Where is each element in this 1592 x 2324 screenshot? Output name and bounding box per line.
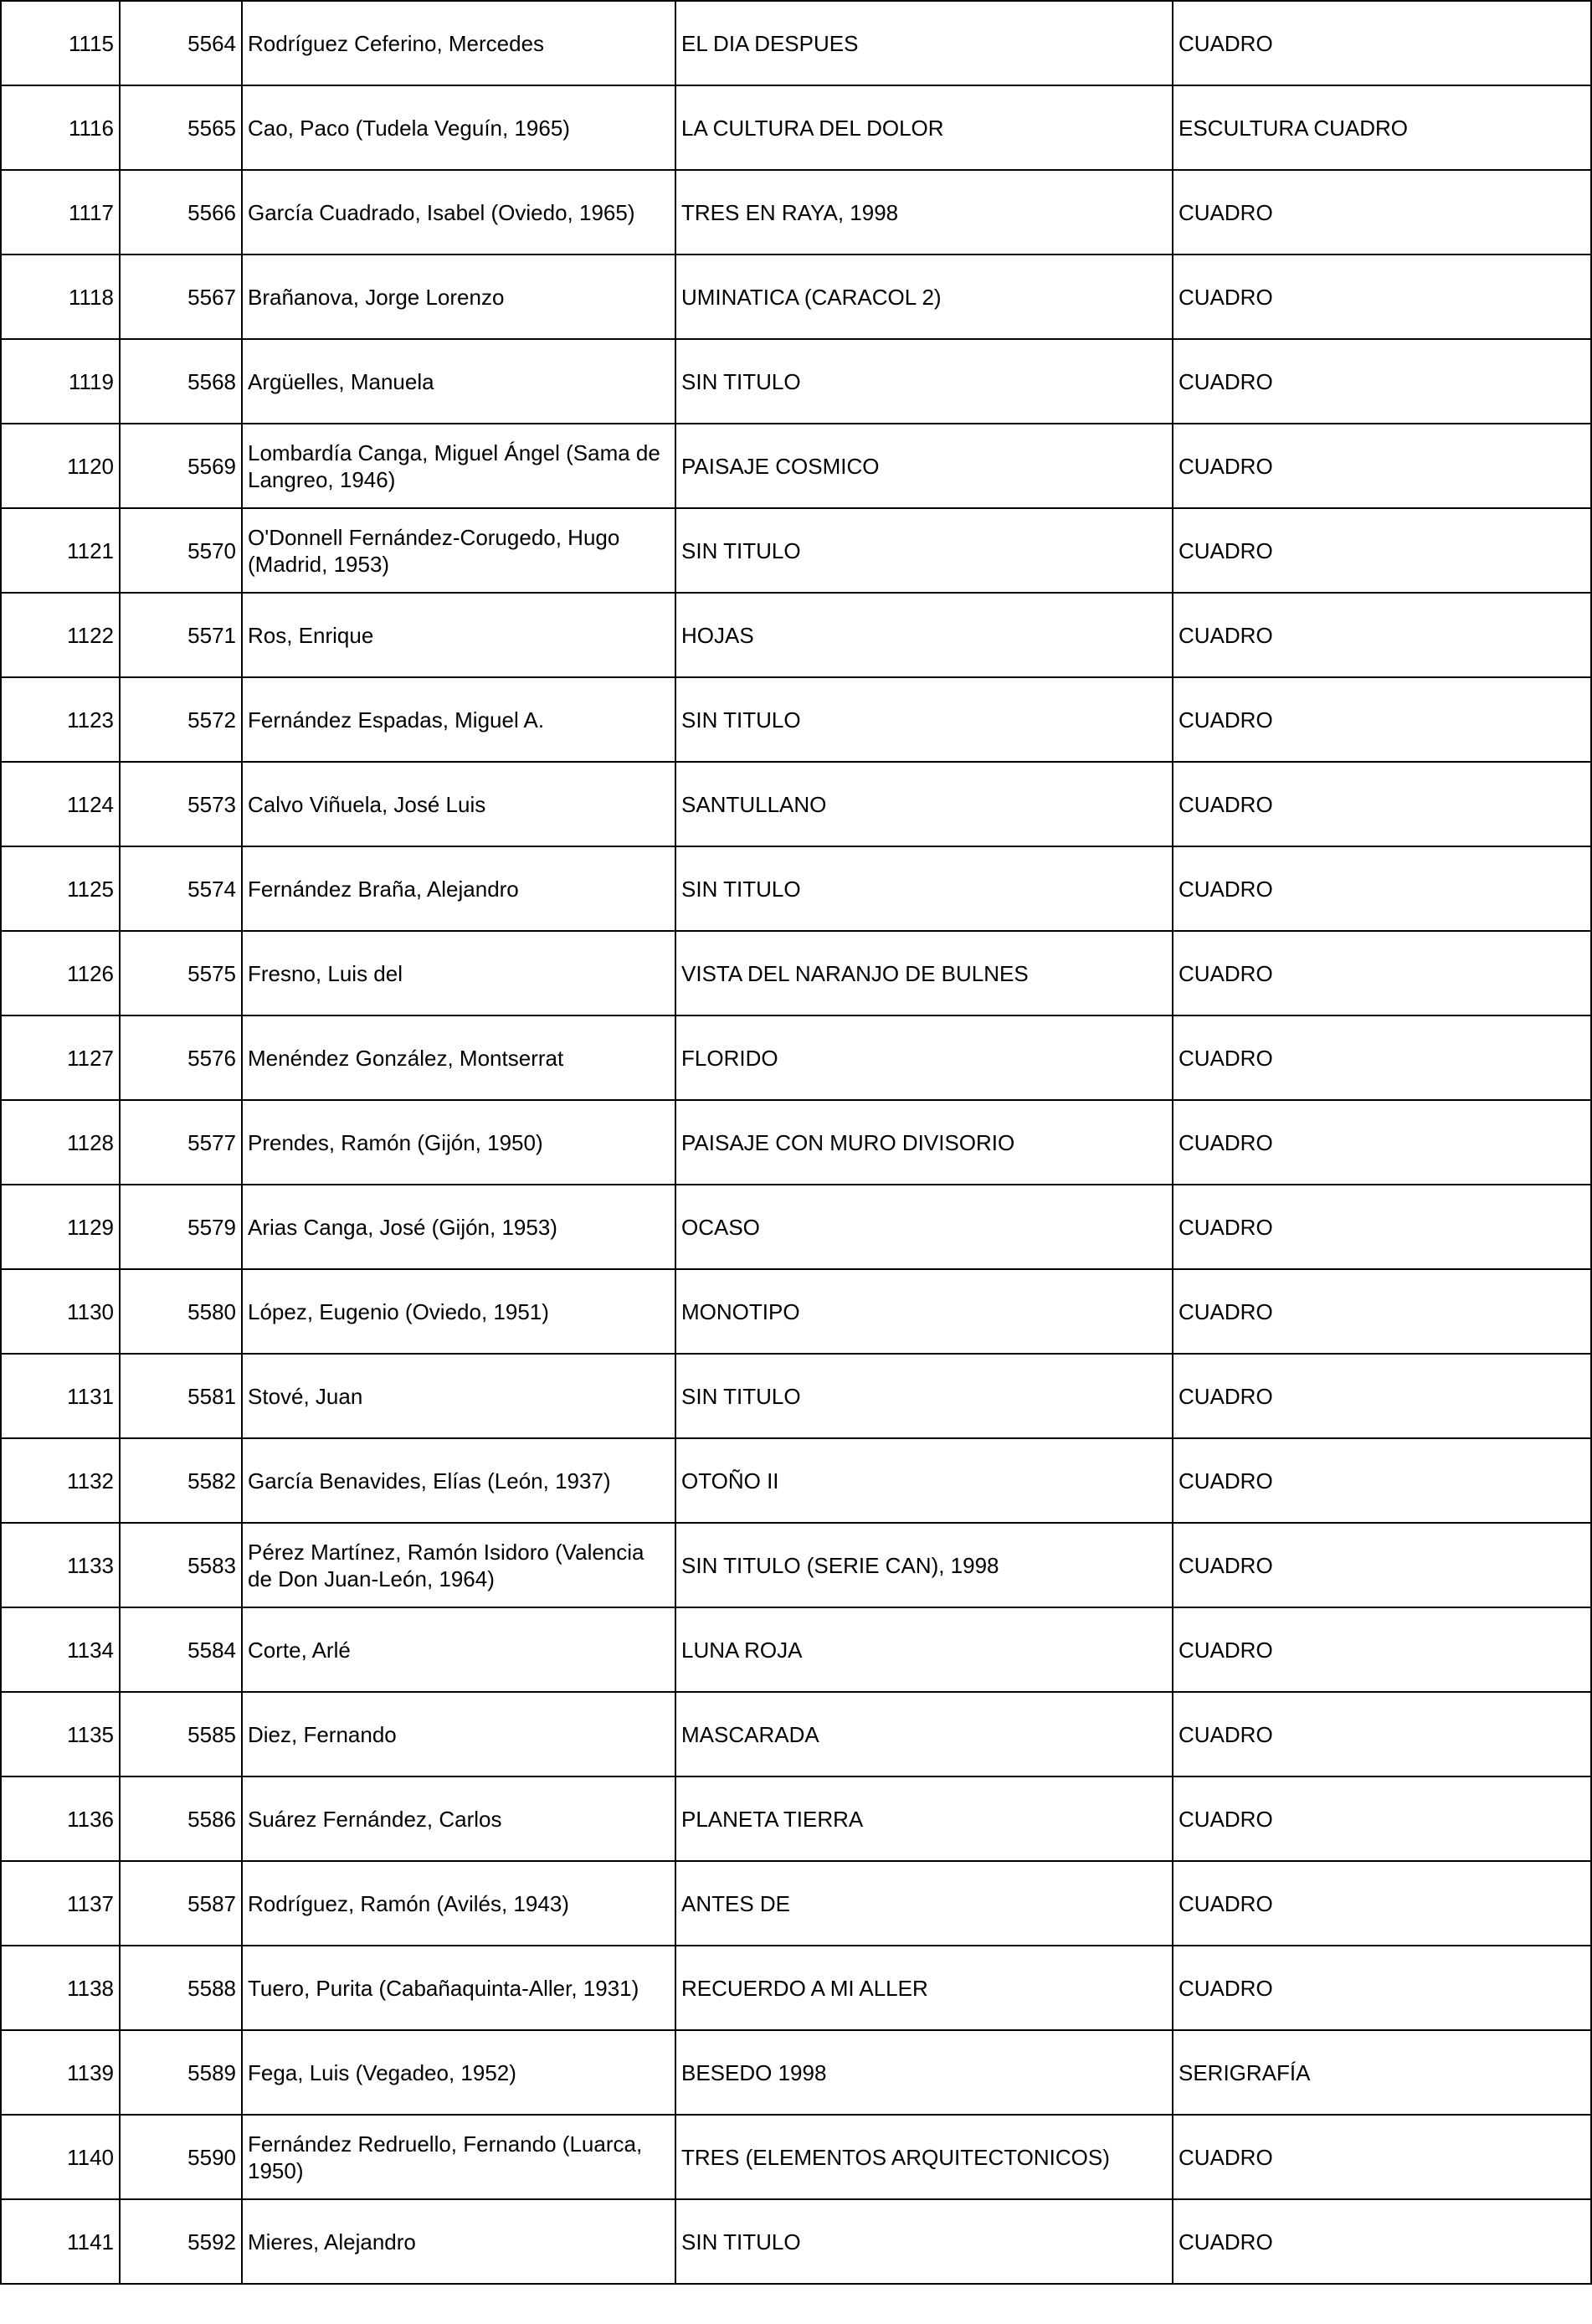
title-cell: LA CULTURA DEL DOLOR: [675, 85, 1173, 170]
record-number-cell: 1137: [1, 1861, 120, 1946]
table-row: [1, 1, 1591, 85]
type-cell: CUADRO: [1173, 339, 1591, 424]
table-row: [1, 1100, 1591, 1185]
inventory-number-cell: 5581: [120, 1354, 242, 1438]
inventory-number-cell: 5577: [120, 1100, 242, 1185]
inventory-number-cell: 5584: [120, 1607, 242, 1692]
record-number-cell: 1125: [1, 846, 120, 931]
inventory-number-cell: 5585: [120, 1692, 242, 1776]
record-number-cell: 1116: [1, 85, 120, 170]
author-cell: García Cuadrado, Isabel (Oviedo, 1965): [242, 170, 675, 255]
record-number-cell: 1122: [1, 593, 120, 677]
title-cell: BESEDO 1998: [675, 2030, 1173, 2115]
inventory-number-cell: 5588: [120, 1946, 242, 2030]
author-cell: Stové, Juan: [242, 1354, 675, 1438]
author-cell: Fernández Redruello, Fernando (Luarca, 1950): [242, 2115, 675, 2199]
table-row: [1, 762, 1591, 846]
record-number-cell: 1120: [1, 424, 120, 508]
inventory-number-cell: 5580: [120, 1269, 242, 1354]
table-row: [1, 255, 1591, 339]
record-number-cell: 1136: [1, 1776, 120, 1861]
type-cell: CUADRO: [1173, 1607, 1591, 1692]
table-row: [1, 1692, 1591, 1776]
record-number-cell: 1134: [1, 1607, 120, 1692]
title-cell: SIN TITULO (SERIE CAN), 1998: [675, 1523, 1173, 1607]
table-row: [1, 1523, 1591, 1607]
record-number-cell: 1135: [1, 1692, 120, 1776]
table-row: [1, 593, 1591, 677]
record-number-cell: 1123: [1, 677, 120, 762]
title-cell: ANTES DE: [675, 1861, 1173, 1946]
title-cell: SIN TITULO: [675, 1354, 1173, 1438]
title-cell: SIN TITULO: [675, 339, 1173, 424]
title-cell: MONOTIPO: [675, 1269, 1173, 1354]
title-cell: TRES (ELEMENTOS ARQUITECTONICOS): [675, 2115, 1173, 2199]
table-row: [1, 1185, 1591, 1269]
author-cell: Tuero, Purita (Cabañaquinta-Aller, 1931): [242, 1946, 675, 2030]
table-row: [1, 846, 1591, 931]
record-number-cell: 1118: [1, 255, 120, 339]
type-cell: CUADRO: [1173, 1015, 1591, 1100]
inventory-number-cell: 5571: [120, 593, 242, 677]
type-cell: ESCULTURA CUADRO: [1173, 85, 1591, 170]
table-row: [1, 1607, 1591, 1692]
record-number-cell: 1129: [1, 1185, 120, 1269]
table-row: [1, 2199, 1591, 2284]
inventory-number-cell: 5565: [120, 85, 242, 170]
record-number-cell: 1132: [1, 1438, 120, 1523]
inventory-number-cell: 5573: [120, 762, 242, 846]
table-row: [1, 508, 1591, 593]
record-number-cell: 1121: [1, 508, 120, 593]
inventory-number-cell: 5583: [120, 1523, 242, 1607]
inventory-number-cell: 5575: [120, 931, 242, 1015]
inventory-number-cell: 5572: [120, 677, 242, 762]
inventory-number-cell: 5576: [120, 1015, 242, 1100]
table-row: [1, 2030, 1591, 2115]
title-cell: OCASO: [675, 1185, 1173, 1269]
title-cell: OTOÑO II: [675, 1438, 1173, 1523]
inventory-number-cell: 5567: [120, 255, 242, 339]
title-cell: UMINATICA (CARACOL 2): [675, 255, 1173, 339]
type-cell: CUADRO: [1173, 2115, 1591, 2199]
inventory-number-cell: 5574: [120, 846, 242, 931]
type-cell: CUADRO: [1173, 2199, 1591, 2284]
record-number-cell: 1138: [1, 1946, 120, 2030]
inventory-number-cell: 5564: [120, 1, 242, 85]
author-cell: Lombardía Canga, Miguel Ángel (Sama de Langreo, 1946): [242, 424, 675, 508]
type-cell: CUADRO: [1173, 677, 1591, 762]
record-number-cell: 1115: [1, 1, 120, 85]
type-cell: CUADRO: [1173, 1, 1591, 85]
author-cell: Arias Canga, José (Gijón, 1953): [242, 1185, 675, 1269]
type-cell: CUADRO: [1173, 846, 1591, 931]
author-cell: Suárez Fernández, Carlos: [242, 1776, 675, 1861]
author-cell: García Benavides, Elías (León, 1937): [242, 1438, 675, 1523]
inventory-number-cell: 5587: [120, 1861, 242, 1946]
record-number-cell: 1133: [1, 1523, 120, 1607]
author-cell: Mieres, Alejandro: [242, 2199, 675, 2284]
author-cell: Ros, Enrique: [242, 593, 675, 677]
author-cell: Fernández Braña, Alejandro: [242, 846, 675, 931]
record-number-cell: 1126: [1, 931, 120, 1015]
author-cell: Prendes, Ramón (Gijón, 1950): [242, 1100, 675, 1185]
title-cell: SIN TITULO: [675, 846, 1173, 931]
author-cell: Brañanova, Jorge Lorenzo: [242, 255, 675, 339]
table-row: [1, 85, 1591, 170]
record-number-cell: 1139: [1, 2030, 120, 2115]
type-cell: CUADRO: [1173, 1269, 1591, 1354]
type-cell: CUADRO: [1173, 1100, 1591, 1185]
inventory-number-cell: 5589: [120, 2030, 242, 2115]
record-number-cell: 1127: [1, 1015, 120, 1100]
author-cell: Fernández Espadas, Miguel A.: [242, 677, 675, 762]
title-cell: FLORIDO: [675, 1015, 1173, 1100]
author-cell: Corte, Arlé: [242, 1607, 675, 1692]
inventory-number-cell: 5590: [120, 2115, 242, 2199]
type-cell: CUADRO: [1173, 1946, 1591, 2030]
title-cell: SIN TITULO: [675, 2199, 1173, 2284]
author-cell: O'Donnell Fernández-Corugedo, Hugo (Madrid, 1953): [242, 508, 675, 593]
author-cell: Fega, Luis (Vegadeo, 1952): [242, 2030, 675, 2115]
table-row: [1, 1776, 1591, 1861]
type-cell: CUADRO: [1173, 424, 1591, 508]
inventory-number-cell: 5570: [120, 508, 242, 593]
record-number-cell: 1141: [1, 2199, 120, 2284]
type-cell: CUADRO: [1173, 762, 1591, 846]
title-cell: TRES EN RAYA, 1998: [675, 170, 1173, 255]
title-cell: MASCARADA: [675, 1692, 1173, 1776]
title-cell: EL DIA DESPUES: [675, 1, 1173, 85]
table-row: [1, 1861, 1591, 1946]
author-cell: Argüelles, Manuela: [242, 339, 675, 424]
title-cell: SIN TITULO: [675, 677, 1173, 762]
author-cell: Diez, Fernando: [242, 1692, 675, 1776]
inventory-number-cell: 5586: [120, 1776, 242, 1861]
type-cell: CUADRO: [1173, 1438, 1591, 1523]
type-cell: CUADRO: [1173, 1776, 1591, 1861]
title-cell: VISTA DEL NARANJO DE BULNES: [675, 931, 1173, 1015]
table-row: [1, 424, 1591, 508]
type-cell: CUADRO: [1173, 170, 1591, 255]
type-cell: CUADRO: [1173, 1185, 1591, 1269]
inventory-number-cell: 5569: [120, 424, 242, 508]
author-cell: Menéndez González, Montserrat: [242, 1015, 675, 1100]
title-cell: SIN TITULO: [675, 508, 1173, 593]
inventory-number-cell: 5568: [120, 339, 242, 424]
title-cell: PLANETA TIERRA: [675, 1776, 1173, 1861]
author-cell: López, Eugenio (Oviedo, 1951): [242, 1269, 675, 1354]
title-cell: PAISAJE CON MURO DIVISORIO: [675, 1100, 1173, 1185]
table-row: [1, 2115, 1591, 2199]
table-row: [1, 1946, 1591, 2030]
type-cell: CUADRO: [1173, 931, 1591, 1015]
table-row: [1, 1438, 1591, 1523]
title-cell: RECUERDO A MI ALLER: [675, 1946, 1173, 2030]
author-cell: Cao, Paco (Tudela Veguín, 1965): [242, 85, 675, 170]
type-cell: SERIGRAFÍA: [1173, 2030, 1591, 2115]
record-number-cell: 1140: [1, 2115, 120, 2199]
type-cell: CUADRO: [1173, 508, 1591, 593]
inventory-number-cell: 5582: [120, 1438, 242, 1523]
record-number-cell: 1131: [1, 1354, 120, 1438]
author-cell: Calvo Viñuela, José Luis: [242, 762, 675, 846]
table-row: [1, 170, 1591, 255]
table-row: [1, 339, 1591, 424]
table-row: [1, 1015, 1591, 1100]
title-cell: PAISAJE COSMICO: [675, 424, 1173, 508]
record-number-cell: 1130: [1, 1269, 120, 1354]
type-cell: CUADRO: [1173, 1523, 1591, 1607]
record-number-cell: 1124: [1, 762, 120, 846]
table-row: [1, 1354, 1591, 1438]
type-cell: CUADRO: [1173, 1692, 1591, 1776]
title-cell: SANTULLANO: [675, 762, 1173, 846]
author-cell: Pérez Martínez, Ramón Isidoro (Valencia de Don Juan-León, 1964): [242, 1523, 675, 1607]
author-cell: Fresno, Luis del: [242, 931, 675, 1015]
title-cell: HOJAS: [675, 593, 1173, 677]
table-row: [1, 677, 1591, 762]
type-cell: CUADRO: [1173, 1861, 1591, 1946]
table-row: [1, 1269, 1591, 1354]
record-number-cell: 1117: [1, 170, 120, 255]
record-number-cell: 1119: [1, 339, 120, 424]
record-number-cell: 1128: [1, 1100, 120, 1185]
type-cell: CUADRO: [1173, 1354, 1591, 1438]
author-cell: Rodríguez, Ramón (Avilés, 1943): [242, 1861, 675, 1946]
catalog-table-body: [1, 1, 1591, 2284]
title-cell: LUNA ROJA: [675, 1607, 1173, 1692]
author-cell: Rodríguez Ceferino, Mercedes: [242, 1, 675, 85]
inventory-number-cell: 5592: [120, 2199, 242, 2284]
inventory-number-cell: 5566: [120, 170, 242, 255]
table-row: [1, 931, 1591, 1015]
type-cell: CUADRO: [1173, 255, 1591, 339]
inventory-number-cell: 5579: [120, 1185, 242, 1269]
type-cell: CUADRO: [1173, 593, 1591, 677]
